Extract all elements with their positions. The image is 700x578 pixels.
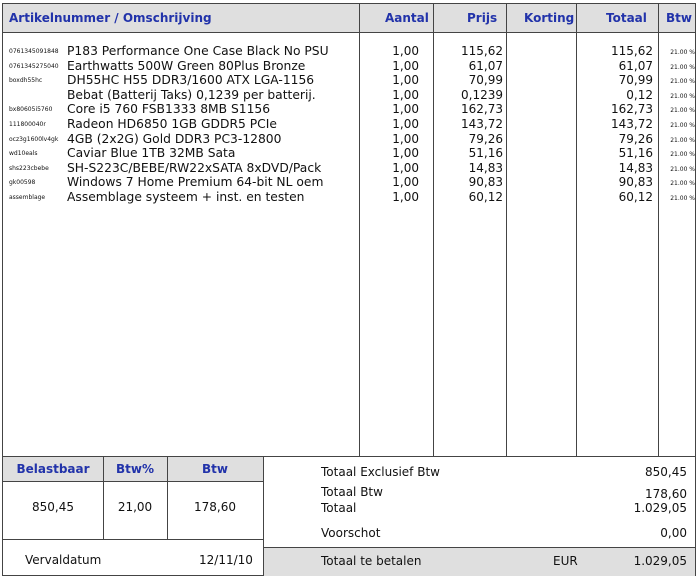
item-quantity: 1,00 — [392, 102, 419, 117]
item-price: 143,72 — [461, 116, 503, 131]
line-item-row — [3, 59, 695, 74]
header-article-description: Artikelnummer / Omschrijving — [9, 11, 212, 25]
due-date-row — [3, 539, 263, 576]
article-number: boxdh55hc — [9, 77, 43, 85]
advance-value: 0,00 — [660, 526, 687, 540]
item-price: 90,83 — [468, 175, 503, 190]
item-vat-rate: 21.00 % — [670, 107, 695, 115]
item-total: 0,12 — [626, 87, 653, 102]
item-vat-rate: 21.00 % — [670, 180, 695, 188]
total-vat-value: 178,60 — [645, 487, 687, 501]
vat-rate-value: 21,00 — [117, 500, 153, 514]
items-list — [3, 44, 695, 205]
item-description: Core i5 760 FSB1333 8MB S1156 — [67, 102, 271, 117]
article-number: ocz3g1600lv4gk — [9, 135, 59, 143]
header-vat: Btw — [666, 11, 692, 25]
line-item-row — [3, 73, 695, 88]
item-total: 79,26 — [618, 131, 653, 146]
total-value: 1.029,05 — [633, 501, 687, 515]
item-vat-rate: 21.00 % — [670, 92, 695, 100]
line-item-row — [3, 117, 695, 132]
vat-amount-label: Btw — [202, 462, 228, 476]
header-price: Prijs — [467, 11, 498, 25]
taxable-value: 850,45 — [32, 500, 74, 514]
item-quantity: 1,00 — [392, 160, 419, 175]
item-total: 90,83 — [618, 175, 653, 190]
item-quantity: 1,00 — [392, 73, 419, 88]
item-vat-rate: 21.00 % — [670, 165, 695, 173]
item-description: Caviar Blue 1TB 32MB Sata — [67, 146, 236, 161]
item-description: Windows 7 Home Premium 64-bit NL oem — [67, 175, 324, 190]
line-item-row — [3, 44, 695, 59]
article-number: shs223cbebe — [9, 164, 49, 172]
item-description: Radeon HD6850 1GB GDDR5 PCIe — [67, 116, 277, 131]
item-quantity: 1,00 — [392, 146, 419, 161]
advance-label: Voorschot — [321, 526, 381, 540]
item-description: DH55HC H55 DDR3/1600 ATX LGA-1156 — [67, 73, 315, 88]
line-item-row — [3, 175, 695, 190]
item-description: SH-S223C/BEBE/RW22xSATA 8xDVD/Pack — [67, 160, 322, 175]
line-item-row — [3, 190, 695, 205]
currency-code: EUR — [553, 554, 578, 568]
column-divider — [103, 456, 104, 539]
item-price: 60,12 — [468, 189, 503, 204]
vat-summary-header — [3, 456, 263, 482]
item-total: 14,83 — [618, 160, 653, 175]
due-date-label: Vervaldatum — [25, 553, 102, 567]
total-label: Totaal — [321, 501, 357, 515]
column-divider — [167, 456, 168, 539]
item-total: 51,16 — [618, 146, 653, 161]
item-total: 143,72 — [611, 116, 653, 131]
item-quantity: 1,00 — [392, 175, 419, 190]
item-quantity: 1,00 — [392, 44, 419, 58]
line-item-row — [3, 88, 695, 103]
item-quantity: 1,00 — [392, 131, 419, 146]
item-total: 70,99 — [618, 73, 653, 88]
item-price: 162,73 — [461, 102, 503, 117]
item-total: 115,62 — [611, 44, 653, 58]
line-item-row — [3, 146, 695, 161]
item-description: Bebat (Batterij Taks) 0,1239 per batterij. — [67, 87, 316, 102]
line-item-row — [3, 132, 695, 147]
item-vat-rate: 21.00 % — [670, 78, 695, 86]
vat-rate-label: Btw% — [116, 462, 154, 476]
article-number: assemblage — [9, 193, 46, 201]
due-date-value: 12/11/10 — [199, 553, 253, 567]
header-discount: Korting — [524, 11, 575, 25]
item-description: 4GB (2x2G) Gold DDR3 PC3-12800 — [67, 131, 282, 146]
item-price: 61,07 — [468, 58, 503, 73]
item-vat-rate: 21.00 % — [670, 136, 695, 144]
header-total: Totaal — [606, 11, 647, 25]
total-excl-vat-label: Totaal Exclusief Btw — [321, 465, 440, 479]
total-vat-label: Totaal Btw — [321, 485, 383, 499]
item-description: Assemblage systeem + inst. en testen — [67, 189, 305, 204]
invoice-frame — [2, 3, 696, 576]
item-vat-rate: 21.00 % — [670, 63, 695, 71]
amount-due-label: Totaal te betalen — [321, 554, 422, 568]
article-number: wd10eals — [9, 150, 38, 158]
article-number: 0761345275040 — [9, 62, 59, 70]
items-header — [3, 4, 695, 33]
vat-amount-value: 178,60 — [194, 500, 236, 514]
item-description: P183 Performance One Case Black No PSU — [67, 44, 329, 58]
item-vat-rate: 21.00 % — [670, 121, 695, 129]
item-quantity: 1,00 — [392, 58, 419, 73]
item-price: 115,62 — [461, 44, 503, 58]
article-number: bx80605i5760 — [9, 106, 53, 114]
line-item-row — [3, 102, 695, 117]
header-quantity: Aantal — [385, 11, 429, 25]
item-quantity: 1,00 — [392, 87, 419, 102]
item-description: Earthwatts 500W Green 80Plus Bronze — [67, 58, 306, 73]
item-quantity: 1,00 — [392, 189, 419, 204]
item-total: 60,12 — [618, 189, 653, 204]
item-quantity: 1,00 — [392, 116, 419, 131]
article-number: 111800040r — [9, 120, 46, 128]
item-vat-rate: 21.00 % — [670, 194, 695, 202]
line-item-row — [3, 161, 695, 176]
item-price: 79,26 — [468, 131, 503, 146]
item-price: 51,16 — [468, 146, 503, 161]
taxable-label: Belastbaar — [16, 462, 90, 476]
total-excl-vat-value: 850,45 — [645, 465, 687, 479]
article-number: gk00598 — [9, 179, 36, 187]
item-price: 14,83 — [468, 160, 503, 175]
item-vat-rate: 21.00 % — [670, 151, 695, 159]
article-number: 0761345091848 — [9, 48, 59, 55]
item-total: 61,07 — [618, 58, 653, 73]
item-total: 162,73 — [611, 102, 653, 117]
item-vat-rate: 21.00 % — [670, 49, 695, 56]
amount-due-value: 1.029,05 — [633, 554, 687, 568]
item-price: 0,1239 — [461, 87, 503, 102]
item-price: 70,99 — [468, 73, 503, 88]
